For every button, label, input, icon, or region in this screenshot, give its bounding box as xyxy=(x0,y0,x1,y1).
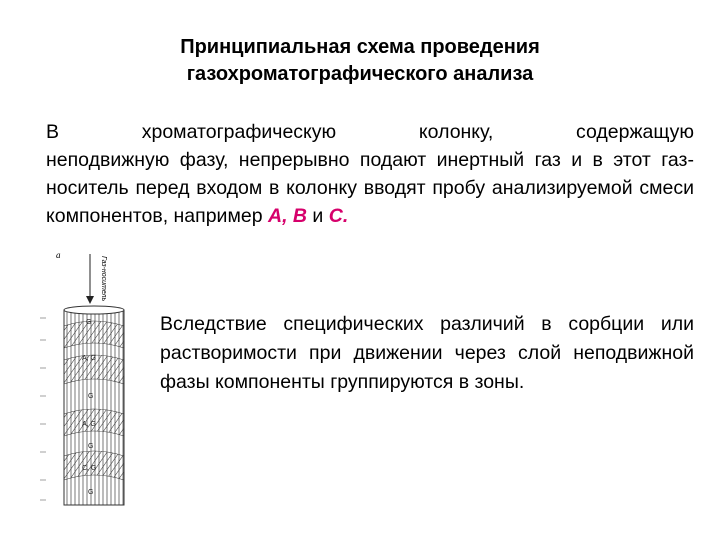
title-line-2: газохроматографического анализа xyxy=(186,63,534,85)
column-figure xyxy=(30,248,150,513)
title-line-1: Принципиальная схема проведения xyxy=(180,36,540,58)
column-top xyxy=(64,306,124,314)
arrow-head-icon xyxy=(86,296,94,304)
slide-title xyxy=(100,34,620,88)
zone-label: A, G xyxy=(82,355,97,362)
zone-label: C, G xyxy=(82,465,97,472)
highlight-ab: A, B xyxy=(267,205,307,227)
zone-label: A, G xyxy=(82,421,97,428)
zone-label: G xyxy=(88,489,94,496)
panel-label: а xyxy=(56,250,61,260)
intro-paragraph xyxy=(46,118,694,230)
zone-label: G xyxy=(88,393,94,400)
intro-text: неподвижную фазу, непрерывно подают инертный газ и в этот газ-носитель перед входом в колонку вводят пробу анализируемой смеси компонентов, например xyxy=(46,149,694,227)
conjunction: и xyxy=(312,205,324,227)
highlight-c: C. xyxy=(328,205,349,227)
intro-line-1: В хроматографическую колонку, содержащую xyxy=(46,121,694,143)
chromatography-column-diagram xyxy=(30,248,150,513)
zone-label: G xyxy=(88,443,94,450)
zone-label: G xyxy=(86,319,92,326)
zones-paragraph: Вследствие специфических различий в сорбции или растворимости при движении через слой неподвижной фазы компоненты группируются в зоны. xyxy=(160,313,694,393)
carrier-gas-label: Газ-носитель xyxy=(100,256,107,302)
